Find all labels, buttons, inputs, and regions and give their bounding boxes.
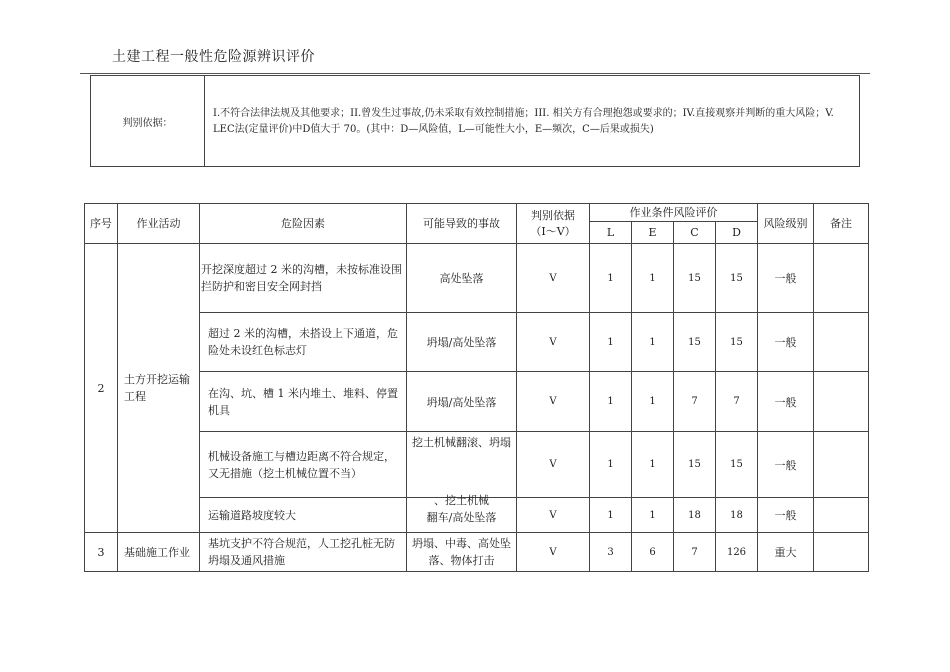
table-row xyxy=(85,313,869,372)
accident-cell: 坍塌/高处坠落 xyxy=(407,313,517,372)
d-cell: 15 xyxy=(716,244,758,313)
accident-cell: 坍塌/高处坠落 xyxy=(407,372,517,432)
e-cell: 1 xyxy=(632,432,674,498)
hazard-cell: 机械设备施工与槽边距离不符合规定，又无措施（挖土机械位置不当） xyxy=(200,432,407,498)
remark-cell xyxy=(814,372,869,432)
level-cell: 一般 xyxy=(758,432,814,498)
risk-table xyxy=(84,203,869,572)
c-cell: 18 xyxy=(674,498,716,533)
document-title: 土建工程一般性危险源辨识评价 xyxy=(112,49,315,65)
activity-cell: 基础施工作业 xyxy=(118,533,200,572)
remark-cell xyxy=(814,533,869,572)
e-cell: 1 xyxy=(632,498,674,533)
basis-cell: V xyxy=(517,313,590,372)
basis-cell: V xyxy=(517,498,590,533)
d-cell: 126 xyxy=(716,533,758,572)
header-hazard: 危险因素 xyxy=(200,204,407,244)
l-cell: 1 xyxy=(590,244,632,313)
header-remark: 备注 xyxy=(814,204,869,244)
table-row xyxy=(85,498,869,533)
table-row xyxy=(85,533,869,572)
l-cell: 3 xyxy=(590,533,632,572)
header-c: C xyxy=(674,222,716,244)
header-l: L xyxy=(590,222,632,244)
hazard-cell: 开挖深度超过 2 米的沟槽，未按标准设围拦防护和密目安全网封挡 xyxy=(200,244,407,313)
accident-cell: 高处坠落 xyxy=(407,244,517,313)
seq-cell: 2 xyxy=(85,244,118,533)
level-cell: 重大 xyxy=(758,533,814,572)
basis-cell: V xyxy=(517,244,590,313)
header-basis xyxy=(517,204,590,244)
c-cell: 15 xyxy=(674,432,716,498)
d-cell: 15 xyxy=(716,313,758,372)
table-row xyxy=(85,244,869,313)
level-cell: 一般 xyxy=(758,244,814,313)
hazard-cell: 基坑支护不符合规范，人工挖孔桩无防坍塌及通风措施 xyxy=(200,533,407,572)
basis-cell: V xyxy=(517,432,590,498)
d-cell: 18 xyxy=(716,498,758,533)
remark-cell xyxy=(814,432,869,498)
basis-cell: V xyxy=(517,533,590,572)
activity-cell: 土方开挖运输工程 xyxy=(118,244,200,533)
l-cell: 1 xyxy=(590,432,632,498)
header-rule xyxy=(80,73,870,74)
remark-cell xyxy=(814,313,869,372)
header-evaluation: 作业条件风险评价 xyxy=(590,204,758,222)
level-cell: 一般 xyxy=(758,372,814,432)
e-cell: 1 xyxy=(632,313,674,372)
d-cell: 15 xyxy=(716,432,758,498)
accident-overflow-text: 、挖土机械 xyxy=(434,494,489,507)
basis-cell: V xyxy=(517,372,590,432)
table-row xyxy=(85,372,869,432)
remark-cell xyxy=(814,244,869,313)
accident-cell: 坍塌、中毒、高处坠落、物体打击 xyxy=(407,533,517,572)
criteria-table xyxy=(90,75,860,167)
level-cell: 一般 xyxy=(758,498,814,533)
header-d: D xyxy=(716,222,758,244)
l-cell: 1 xyxy=(590,313,632,372)
accident-cell xyxy=(407,494,517,533)
c-cell: 15 xyxy=(674,244,716,313)
hazard-cell: 超过 2 米的沟槽，未搭设上下通道，危险处未设红色标志灯 xyxy=(200,313,407,372)
remark-cell xyxy=(814,498,869,533)
header-basis-label: 判别依据 xyxy=(531,208,575,222)
c-cell: 7 xyxy=(674,533,716,572)
e-cell: 1 xyxy=(632,244,674,313)
header-basis-range: （I～V） xyxy=(530,224,576,238)
seq-cell: 3 xyxy=(85,533,118,572)
criteria-text: I.不符合法律法规及其他要求；II.曾发生过事故,仍未采取有效控制措施；III. 相关方有合理抱怨或要求的；IV.直接观察并判断的重大风险；V. LEC法(定量评价)中D值大于 70。(其中：D—风险值，L—可能性大小，E—频次，C—后果或损失) xyxy=(205,76,860,167)
header-accident: 可能导致的事故 xyxy=(407,204,517,244)
c-cell: 15 xyxy=(674,313,716,372)
l-cell: 1 xyxy=(590,498,632,533)
accident-cell: 挖土机械翻滚、坍塌 xyxy=(407,432,517,498)
l-cell: 1 xyxy=(590,372,632,432)
e-cell: 6 xyxy=(632,533,674,572)
table-row xyxy=(85,432,869,498)
accident-text: 翻车/高处坠落 xyxy=(426,511,497,524)
level-cell: 一般 xyxy=(758,313,814,372)
hazard-cell: 运输道路坡度较大 xyxy=(200,498,407,533)
d-cell: 7 xyxy=(716,372,758,432)
header-e: E xyxy=(632,222,674,244)
criteria-label: 判别依据： xyxy=(91,76,205,167)
header-level: 风险级别 xyxy=(758,204,814,244)
e-cell: 1 xyxy=(632,372,674,432)
header-seq: 序号 xyxy=(85,204,118,244)
hazard-cell: 在沟、坑、槽 1 米内堆土、堆料、停置机具 xyxy=(200,372,407,432)
c-cell: 7 xyxy=(674,372,716,432)
header-activity: 作业活动 xyxy=(118,204,200,244)
